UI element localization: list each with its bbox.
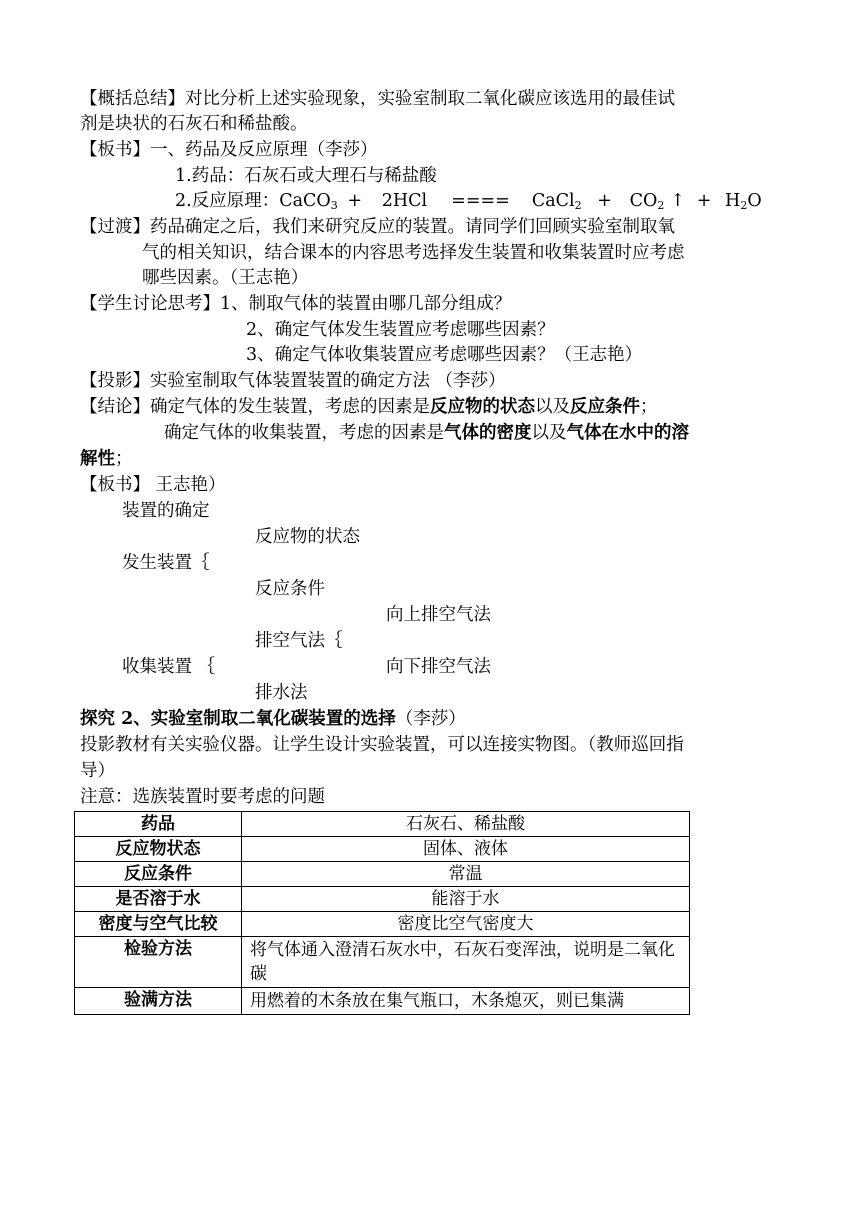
plus-sign: +	[696, 191, 712, 211]
table-value: 常温	[242, 862, 690, 887]
table-key: 药品	[75, 812, 242, 837]
table-row	[75, 862, 690, 887]
table-key: 验满方法	[75, 988, 242, 1015]
conclusion-line-3: 解性；	[80, 449, 133, 469]
table-value: 石灰石、稀盐酸	[242, 812, 690, 837]
board1-title: 【板书】一、药品及反应原理（李莎）	[80, 140, 378, 160]
device-heading: 装置的确定	[122, 501, 210, 521]
product-co2: CO2	[629, 191, 665, 212]
explore-title: 探究 2、实验室制取二氧化碳装置的选择（李莎）	[80, 709, 466, 729]
key-term: 解性	[80, 449, 115, 469]
transition-line-1: 【过渡】药品确定之后，我们来研究反应的装置。请同学们回顾实验室制取氧	[80, 217, 675, 237]
water-displacement: 排水法	[255, 683, 308, 703]
summary-line-2: 剂是块状的石灰石和稀盐酸。	[80, 114, 308, 134]
reactant-hcl: 2HCl	[381, 191, 428, 211]
discussion-line-2: 2、确定气体发生装置应考虑哪些因素？	[246, 320, 555, 340]
explore-line-1: 投影教材有关实验仪器。让学生设计实验装置，可以连接实物图。（教师巡回指	[80, 735, 684, 755]
discussion-line-1: 【学生讨论思考】1、制取气体的装置由哪几部分组成？	[80, 294, 512, 314]
key-term: 气体的密度	[444, 423, 532, 443]
table-key: 反应条件	[75, 862, 242, 887]
table-row	[75, 988, 690, 1015]
generation-device: 发生装置｛	[122, 553, 210, 573]
explore-note: 注意：选族装置时要考虑的问题	[80, 787, 325, 807]
table-row	[75, 887, 690, 912]
board2-title: 【板书】 王志艳）	[80, 475, 226, 495]
table-row	[75, 937, 690, 988]
downward-air-displacement: 向下排空气法	[386, 657, 491, 677]
product-h2o: H2O	[725, 191, 762, 212]
product-cacl2: CaCl2	[531, 191, 582, 212]
key-term: 反应条件	[570, 397, 640, 417]
table-key: 密度与空气比较	[75, 912, 242, 937]
table-row	[75, 812, 690, 837]
table-key: 是否溶于水	[75, 887, 242, 912]
reactant-caco3: CaCO3	[279, 191, 338, 212]
collection-device: 收集装置 ｛	[122, 657, 216, 677]
board1-item-1: 1.药品：石灰石或大理石与稀盐酸	[175, 166, 437, 186]
transition-line-3: 哪些因素。（王志艳）	[142, 268, 309, 288]
table-row	[75, 837, 690, 862]
summary-line-1: 【概括总结】对比分析上述实验现象，实验室制取二氧化碳应该选用的最佳试	[80, 89, 675, 109]
gas-arrow-icon: ↑	[670, 191, 686, 211]
explore-line-2: 导）	[80, 761, 115, 781]
discussion-line-3: 3、确定气体收集装置应考虑哪些因素？（王志艳）	[246, 345, 643, 365]
plus-sign: +	[347, 191, 363, 211]
key-term: 反应物的状态	[430, 397, 535, 417]
upward-air-displacement: 向上排空气法	[386, 605, 491, 625]
projection-line: 【投影】实验室制取气体装置装置的确定方法 （李莎）	[80, 371, 506, 391]
conclusion-line-2: 确定气体的收集装置，考虑的因素是气体的密度以及气体在水中的溶	[164, 423, 689, 443]
table-key: 反应物状态	[75, 837, 242, 862]
table-value: 用燃着的木条放在集气瓶口，木条熄灭，则已集满	[242, 988, 690, 1015]
table-row	[75, 912, 690, 937]
table-value: 能溶于水	[242, 887, 690, 912]
transition-line-2: 气的相关知识，结合课本的内容思考选择发生装置和收集装置时应考虑	[142, 243, 685, 263]
key-term: 气体在水中的溶	[566, 423, 689, 443]
air-displacement: 排空气法｛	[255, 631, 343, 651]
table-key: 检验方法	[75, 937, 242, 988]
reaction-condition: 反应条件	[255, 579, 325, 599]
table-value: 固体、液体	[242, 837, 690, 862]
considerations-table	[74, 811, 690, 1015]
table-value: 将气体通入澄清石灰水中，石灰石变浑浊，说明是二氧化碳	[242, 937, 690, 988]
table-value: 密度比空气密度大	[242, 912, 690, 937]
reactant-state: 反应物的状态	[255, 527, 360, 547]
equals-sign: ====	[451, 191, 510, 211]
plus-sign: +	[597, 191, 612, 211]
conclusion-line-1: 【结论】确定气体的发生装置，考虑的因素是反应物的状态以及反应条件；	[80, 397, 658, 417]
equation-label: 2.反应原理：	[175, 191, 280, 211]
